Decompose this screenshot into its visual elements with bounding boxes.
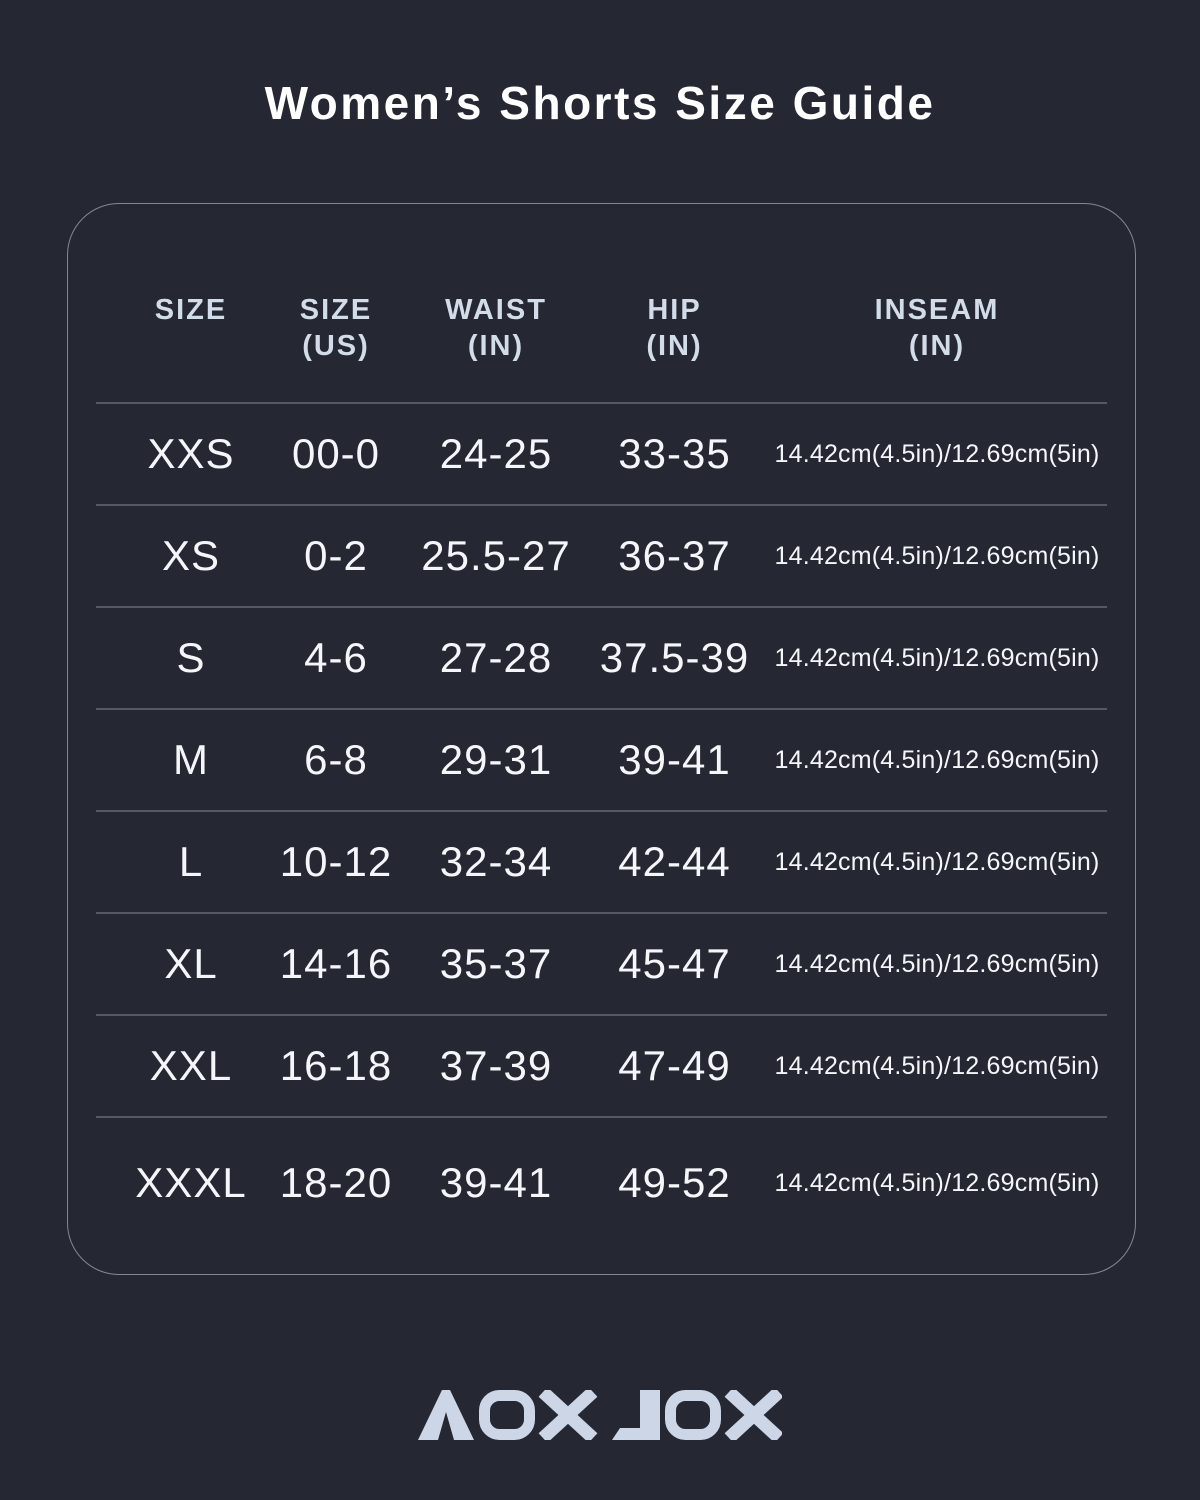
cell-size: XL <box>164 940 218 987</box>
cell-waist: 24-25 <box>439 430 553 477</box>
column-header-size <box>118 292 264 328</box>
cell-size: S <box>176 634 206 681</box>
cell-inseam: 14.42cm(4.5in)/12.69cm(5in) <box>774 1051 1100 1080</box>
logo-letter-x <box>729 1392 779 1438</box>
column-header-line: (IN) <box>646 330 703 362</box>
cell-size: XXS <box>147 430 235 477</box>
column-header-line: (US) <box>302 330 370 362</box>
cell-size: M <box>173 736 209 783</box>
cell-size: XXXL <box>135 1159 247 1206</box>
size-table <box>96 204 1107 1274</box>
cell-size-us: 18-20 <box>279 1159 393 1206</box>
column-header-line: HIP <box>647 294 702 326</box>
cell-size: XS <box>161 532 221 579</box>
cell-inseam: 14.42cm(4.5in)/12.69cm(5in) <box>774 439 1100 468</box>
aoxjox-logo <box>418 1390 782 1440</box>
cell-size: L <box>178 838 204 885</box>
table-row <box>96 506 1107 608</box>
cell-waist: 35-37 <box>439 940 553 987</box>
cell-inseam: 14.42cm(4.5in)/12.69cm(5in) <box>774 541 1100 570</box>
cell-inseam: 14.42cm(4.5in)/12.69cm(5in) <box>774 949 1100 978</box>
footer <box>0 1390 1200 1440</box>
cell-waist: 25.5-27 <box>421 532 571 579</box>
cell-size-us: 16-18 <box>279 1042 393 1089</box>
page-title: Women’s Shorts Size Guide <box>264 77 936 129</box>
cell-hip: 33-35 <box>618 430 731 477</box>
column-header-line: SIZE <box>299 294 373 326</box>
cell-inseam: 14.42cm(4.5in)/12.69cm(5in) <box>774 1168 1100 1197</box>
cell-size-us: 10-12 <box>279 838 393 885</box>
table-header-row <box>96 204 1107 404</box>
table-row <box>96 1016 1107 1118</box>
cell-waist: 27-28 <box>439 634 553 681</box>
logo-letter-o <box>671 1396 716 1435</box>
size-chart-card <box>67 203 1136 1275</box>
cell-hip: 39-41 <box>618 736 731 783</box>
cell-waist: 32-34 <box>439 838 553 885</box>
column-header-inseam <box>765 292 1109 364</box>
cell-waist: 37-39 <box>439 1042 553 1089</box>
column-header-line: (IN) <box>908 330 966 362</box>
logo-letter-a <box>418 1390 474 1440</box>
cell-size-us: 4-6 <box>304 634 368 681</box>
cell-size-us: 0-2 <box>304 532 368 579</box>
column-header-line: INSEAM <box>874 294 1000 326</box>
logo-letter-o <box>485 1396 530 1435</box>
table-row <box>96 608 1107 710</box>
cell-size: XXL <box>149 1042 233 1089</box>
cell-hip: 42-44 <box>618 838 731 885</box>
cell-size-us: 6-8 <box>304 736 368 783</box>
column-header-hip <box>584 292 765 364</box>
table-row <box>96 404 1107 506</box>
cell-waist: 29-31 <box>439 736 553 783</box>
column-header-line: (IN) <box>467 330 525 362</box>
cell-hip: 37.5-39 <box>599 634 750 681</box>
cell-hip: 45-47 <box>618 940 731 987</box>
cell-size-us: 14-16 <box>279 940 393 987</box>
table-body <box>96 404 1107 1274</box>
table-row <box>96 812 1107 914</box>
column-header-waist <box>408 292 584 364</box>
column-header-size-us <box>264 292 408 364</box>
cell-inseam: 14.42cm(4.5in)/12.69cm(5in) <box>774 745 1100 774</box>
column-header-line: WAIST <box>445 294 547 326</box>
cell-inseam: 14.42cm(4.5in)/12.69cm(5in) <box>774 643 1100 672</box>
logo-letter-j <box>612 1390 660 1440</box>
cell-hip: 49-52 <box>618 1159 731 1206</box>
table-row <box>96 914 1107 1016</box>
cell-size-us: 00-0 <box>291 430 381 477</box>
column-header-line: SIZE <box>154 294 228 326</box>
table-row <box>96 710 1107 812</box>
cell-waist: 39-41 <box>439 1159 553 1206</box>
cell-inseam: 14.42cm(4.5in)/12.69cm(5in) <box>774 847 1100 876</box>
logo-letter-x <box>543 1392 593 1438</box>
cell-hip: 36-37 <box>618 532 731 579</box>
cell-hip: 47-49 <box>618 1042 731 1089</box>
table-row <box>96 1118 1107 1274</box>
